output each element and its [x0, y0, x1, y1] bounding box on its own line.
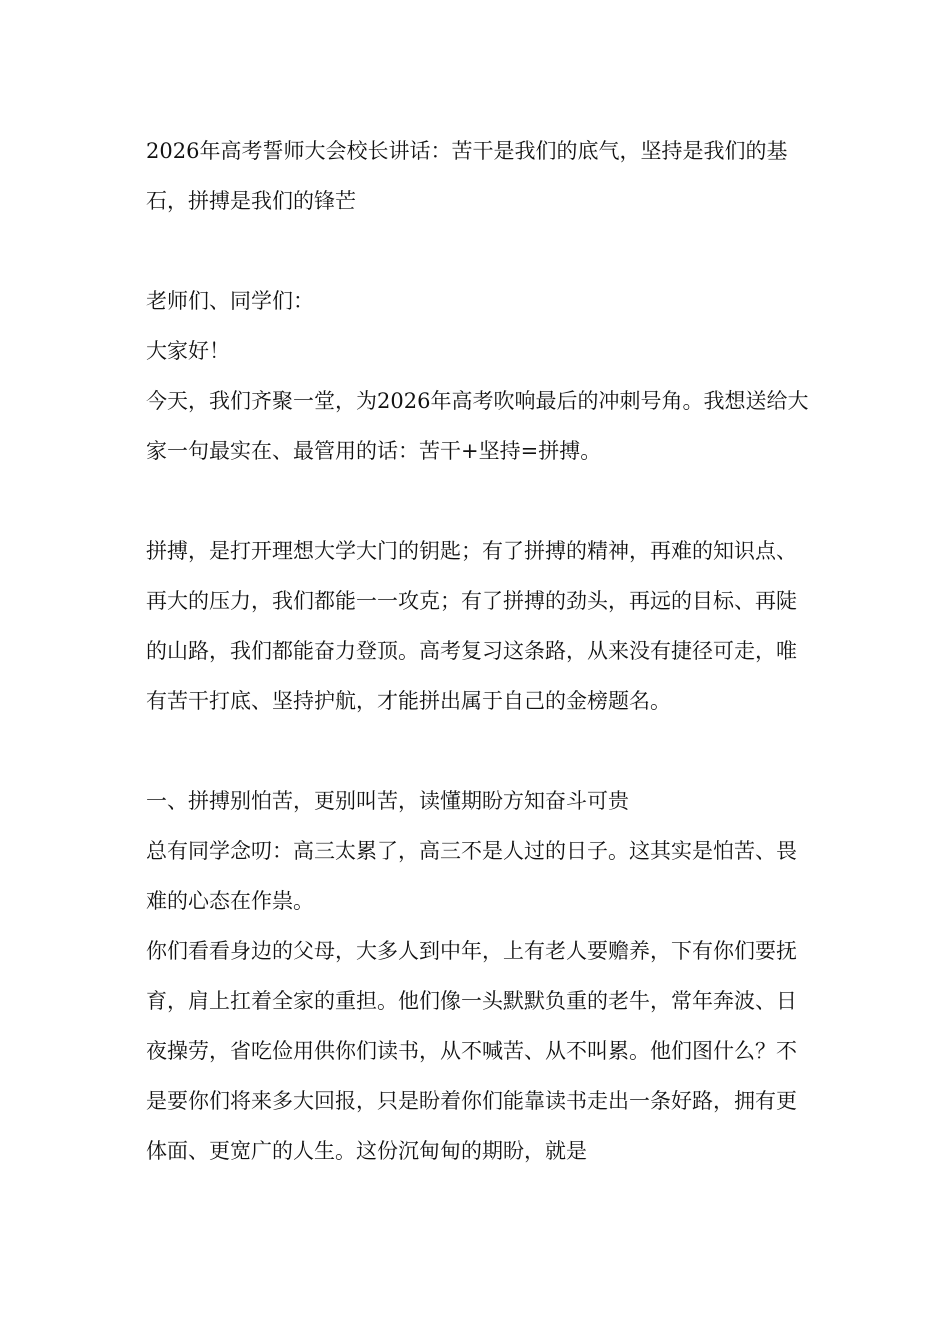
blank-line [146, 476, 816, 526]
greeting: 大家好！ [146, 339, 230, 363]
body-paragraph: 你们看看身边的父母，大多人到中年，上有老人要赡养，下有你们要抚育，肩上扛着全家的重担。他们像一头默默负重的老牛，常年奔波、日夜操劳，省吃俭用供你们读书，从不喊苦、从不叫累。他们图什么？不是要你们将来多大回报，只是盼着你们能靠读书走出一条好路，拥有更体面、更宽广的人生。这份沉甸甸的期盼，就是 [146, 939, 797, 1163]
intro-paragraph: 今天，我们齐聚一堂，为2026年高考吹响最后的冲刺号角。我想送给大家一句最实在、最管用的话：苦干+坚持=拼搏。 [146, 389, 809, 463]
blank-line [146, 726, 816, 776]
document-body [146, 126, 816, 1176]
section-heading: 一、拼搏别怕苦，更别叫苦，读懂期盼方知奋斗可贵 [146, 789, 629, 813]
salutation: 老师们、同学们： [146, 289, 314, 313]
document-title: 2026年高考誓师大会校长讲话：苦干是我们的底气，坚持是我们的基石，拼搏是我们的锋芒 [146, 139, 788, 213]
body-paragraph: 拼搏，是打开理想大学大门的钥匙；有了拼搏的精神，再难的知识点、再大的压力，我们都能一一攻克；有了拼搏的劲头，再远的目标、再陡的山路，我们都能奋力登顶。高考复习这条路，从来没有捷径可走，唯有苦干打底、坚持护航，才能拼出属于自己的金榜题名。 [146, 539, 797, 713]
blank-line [146, 226, 816, 276]
body-paragraph: 总有同学念叨：高三太累了，高三不是人过的日子。这其实是怕苦、畏难的心态在作祟。 [146, 839, 797, 913]
